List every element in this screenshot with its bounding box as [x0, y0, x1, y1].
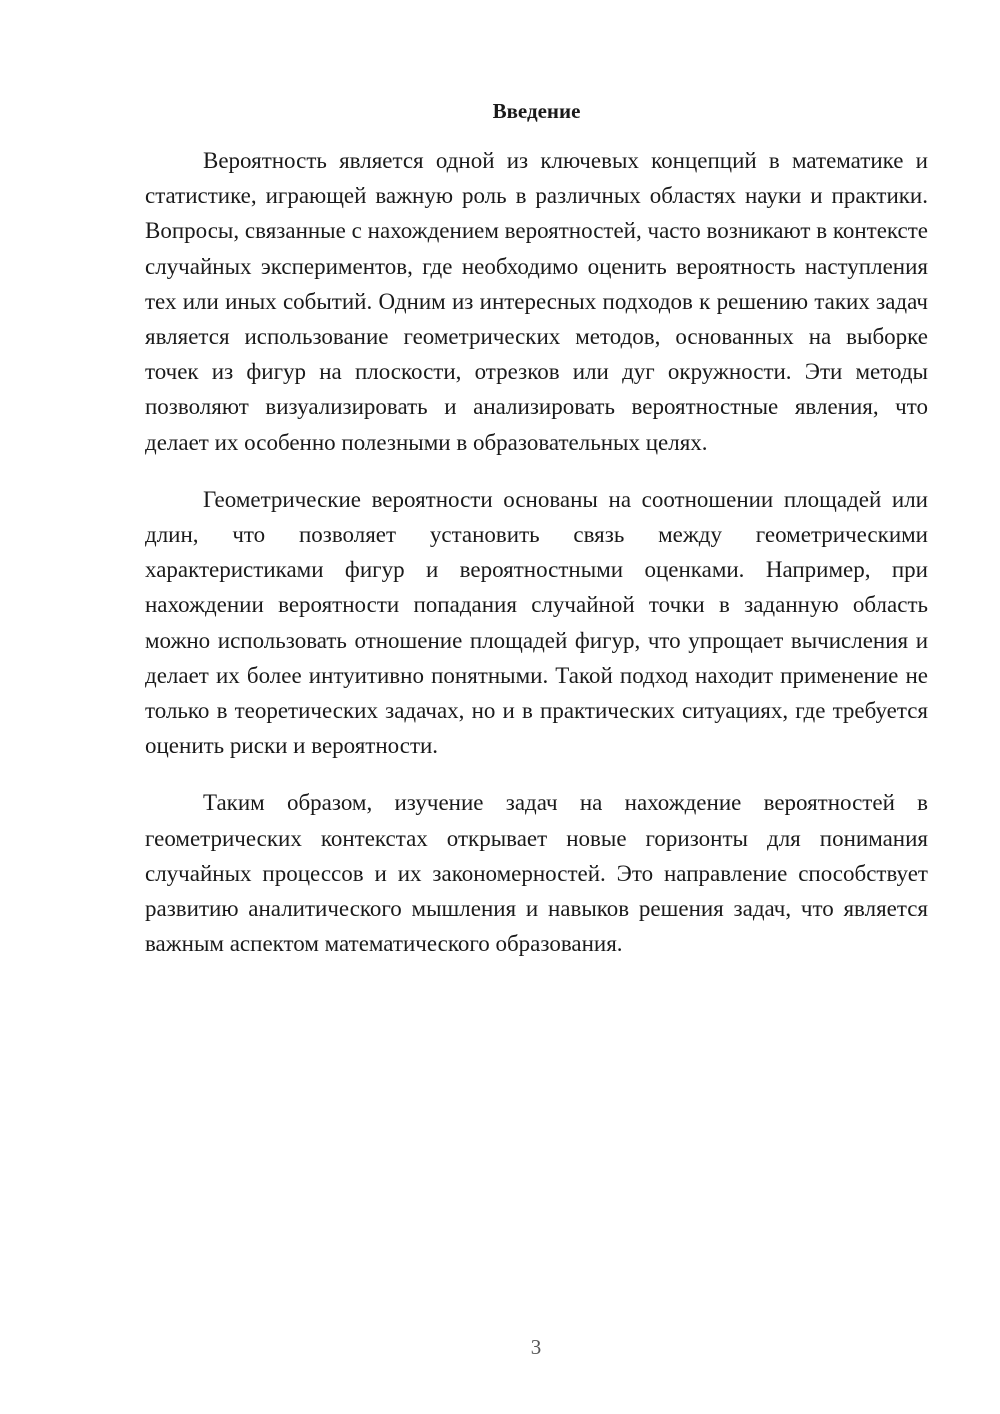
paragraph-3: Таким образом, изучение задач на нахождение вероятностей в геометрических контекстах открывает новые горизонты для понимания случайных процессов и их закономерностей. Это направление способствует развитию аналитического мышления и навыков решения задач, что является важным аспектом математического образования.: [145, 790, 928, 957]
paragraph-2: Геометрические вероятности основаны на соотношении площадей или длин, что позволяет установить связь между геометрическими характеристиками фигур и вероятностными оценками. Например, при нахождении вероятности попадания случайной точки в заданную область можно использовать отношение площадей фигур, что упрощает вычисления и делает их более интуитивно понятными. Такой подход находит применение не только в теоретических задачах, но и в практических ситуациях, где требуется оценить риски и вероятности.: [145, 486, 928, 759]
body-text: [145, 143, 928, 983]
paragraph-1: Вероятность является одной из ключевых концепций в математике и статистике, играющей важную роль в различных областях науки и практики. Вопросы, связанные с нахождением вероятностей, часто возникают в контексте случайных экспериментов, где необходимо оценить вероятность наступления тех или иных событий. Одним из интересных подходов к решению таких задач является использование геометрических методов, основанных на выборке точек из фигур на плоскости, отрезков или дуг окружности. Эти методы позволяют визуализировать и анализировать вероятностные явления, что делает их особенно полезными в образовательных целях.: [145, 148, 928, 455]
page-number: 3: [530, 1335, 542, 1359]
section-heading: Введение: [492, 99, 581, 123]
